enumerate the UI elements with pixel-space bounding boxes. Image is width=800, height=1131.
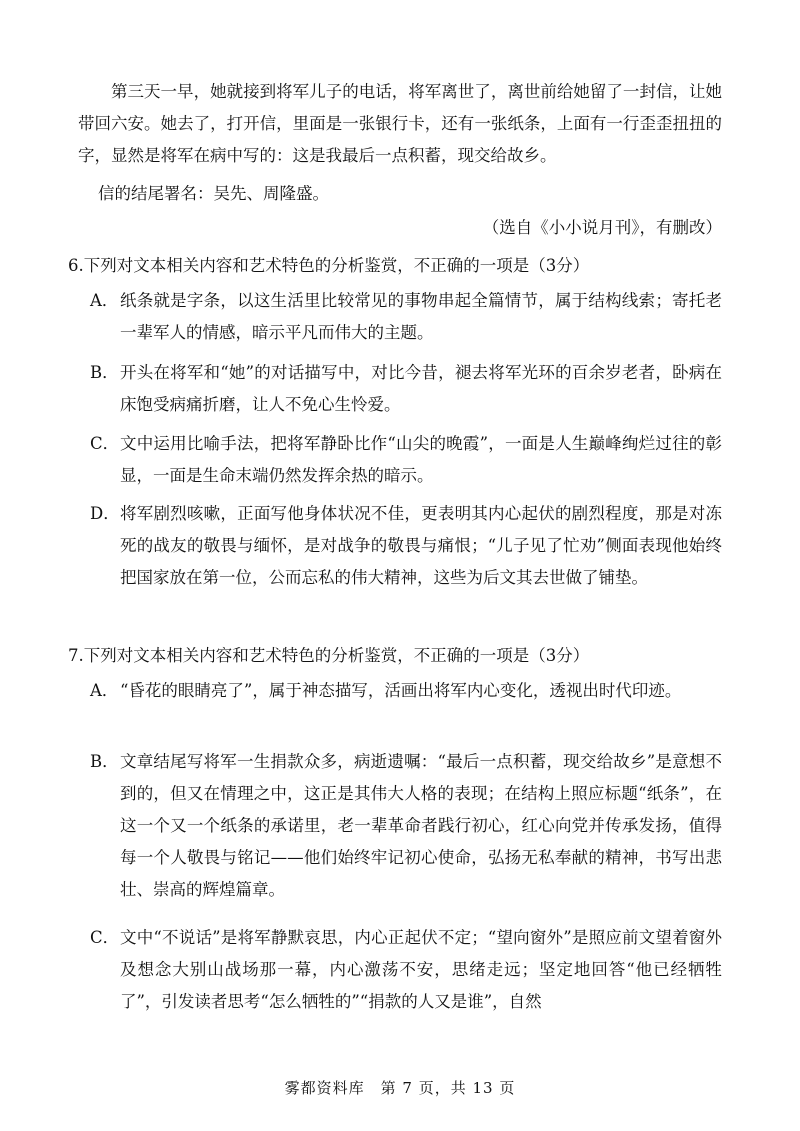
option-text: 文章结尾写将军一生捐款众多，病逝遗嘱：“最后一点积蓄，现交给故乡”是意想不到的，但又在情理之中，这正是其伟大人格的表现；在结构上照应标题“纸条”，在这一个又一个纸条的承诺里，老一辈革命者践行初心，红心向党并传承发扬，值得每一个人敬畏与铭记——他们始终牢记初心使命，弘扬无私奉献的精神，书写出悲壮、崇高的辉煌篇章。 bbox=[120, 752, 722, 899]
question-7-stem: 7.下列对文本相关内容和艺术特色的分析鉴赏，不正确的一项是（3分） bbox=[68, 646, 590, 665]
option-label: B． bbox=[90, 363, 119, 382]
option-text: 将军剧烈咳嗽，正面写他身体状况不佳，更表明其内心起伏的剧烈程度，那是对冻死的战友的敬畏与缅怀，是对战争的敬畏与痛恨；“儿子见了忙劝”侧面表现他始终把国家放在第一位，公而忘私的伟大精神，这些为后文其去世做了铺垫。 bbox=[120, 504, 722, 587]
question-6-option-a bbox=[90, 285, 722, 349]
option-label: C． bbox=[90, 928, 120, 947]
option-text: 开头在将军和“她”的对话描写中，对比今昔，褪去将军光环的百余岁老者，卧病在床饱受病痛折磨，让人不免心生怜爱。 bbox=[120, 363, 722, 414]
question-6-option-d bbox=[90, 498, 722, 594]
question-6-option-c bbox=[90, 428, 722, 492]
option-text: “昏花的眼睛亮了”，属于神态描写，活画出将军内心变化，透视出时代印迹。 bbox=[120, 681, 682, 700]
question-7-option-b bbox=[90, 746, 722, 906]
passage-source: （选自《小小说月刊》，有删改） bbox=[482, 218, 722, 237]
page-footer: 雾都资料库 第 7 页，共 13 页 bbox=[284, 1079, 516, 1097]
option-label: C． bbox=[90, 434, 120, 453]
option-text: 纸条就是字条，以这生活里比较常见的事物串起全篇情节，属于结构线索；寄托老一辈军人的情感，暗示平凡而伟大的主题。 bbox=[120, 291, 722, 342]
question-7-option-a bbox=[90, 675, 722, 707]
question-7-option-c bbox=[90, 922, 722, 1018]
question-6-stem: 6.下列对文本相关内容和艺术特色的分析鉴赏，不正确的一项是（3分） bbox=[68, 256, 590, 275]
option-label: D． bbox=[90, 504, 120, 523]
question-6-option-b bbox=[90, 357, 722, 421]
option-label: B． bbox=[90, 752, 119, 771]
option-label: A． bbox=[90, 681, 119, 700]
option-text: 文中运用比喻手法，把将军静卧比作“山尖的晚霞”，一面是人生巅峰绚烂过往的彰显，一面是生命末端仍然发挥余热的暗示。 bbox=[120, 434, 722, 485]
letter-signature: 信的结尾署名：吴先、周隆盛。 bbox=[98, 184, 329, 203]
option-label: A． bbox=[90, 291, 119, 310]
option-text: 文中“不说话”是将军静默哀思，内心正起伏不定；“望向窗外”是照应前文望着窗外及想念大别山战场那一幕，内心激荡不安，思绪走远；坚定地回答“他已经牺牲了”，引发读者思考“怎么牺牲的”“捐款的人又是谁”，自然 bbox=[120, 928, 722, 1011]
passage-paragraph: 第三天一早，她就接到将军儿子的电话，将军离世了，离世前给她留了一封信，让她带回六安。她去了，打开信，里面是一张银行卡，还有一张纸条，上面有一行歪歪扭扭的字，显然是将军在病中写的：这是我最后一点积蓄，现交给故乡。 bbox=[78, 82, 722, 165]
